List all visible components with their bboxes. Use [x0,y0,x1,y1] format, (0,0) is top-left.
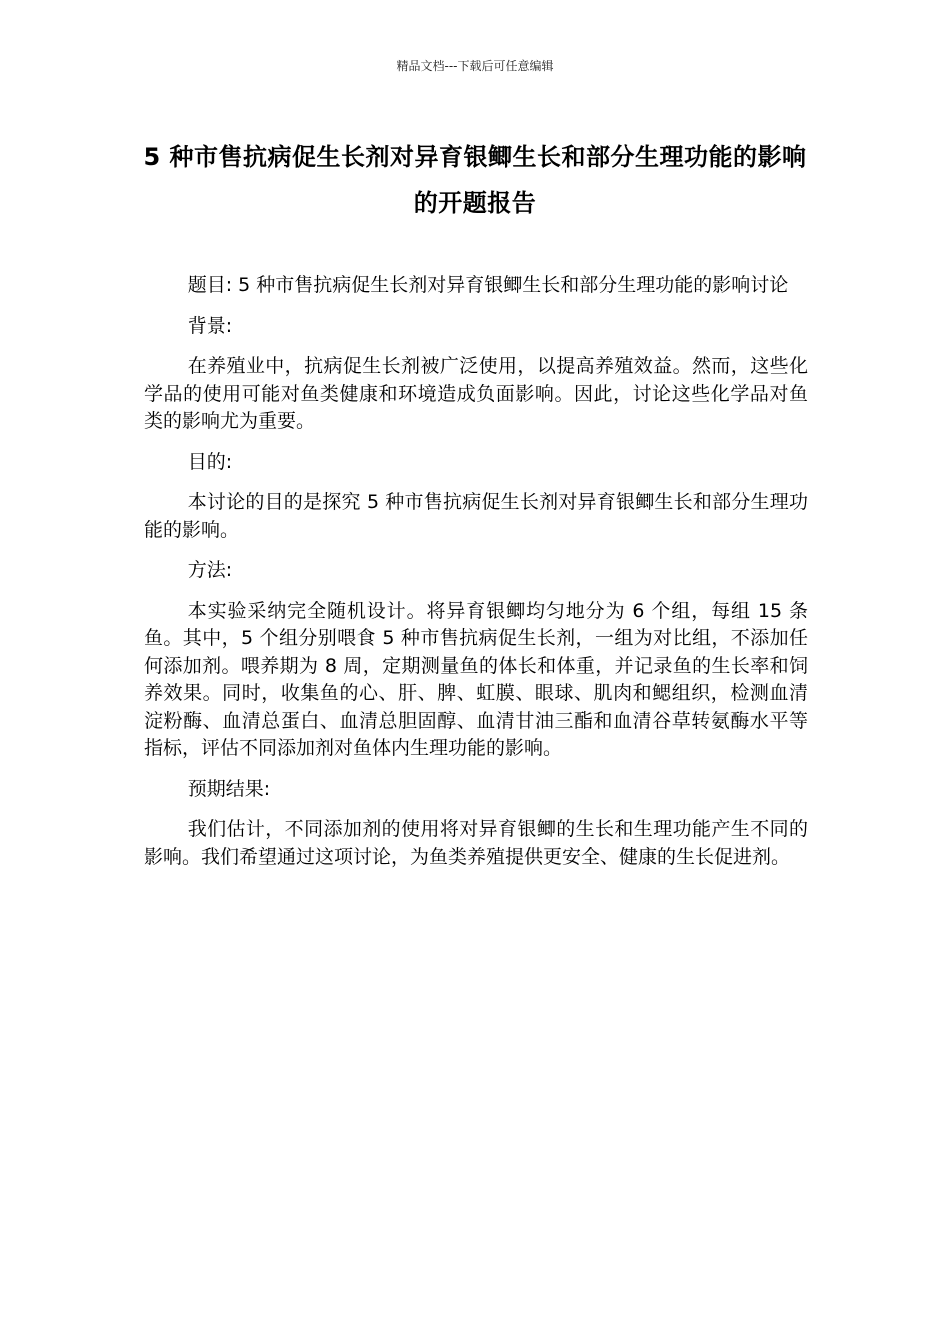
page-header: 精品文档---下载后可任意编辑 [396,59,554,73]
document-body [144,272,808,884]
topic-paragraph: 题目: 5 种市售抗病促生长剂对异育银鲫生长和部分生理功能的影响讨论 [187,274,789,296]
results-heading: 预期结果: [187,777,271,800]
method-paragraph: 本实验采纳完全随机设计。将异育银鲫均匀地分为 6 个组，每组 15 条鱼。其中，5 个组分别喂食 5 种市售抗病促生长剂，一组为对比组，不添加任何添加剂。喂养期为 8 周，定期测量鱼的体长和体重，并记录鱼的生长率和饲养效果。同时，收集鱼的心、肝、脾、虹膜、眼球、肌肉和鳃组织，检测血清淀粉酶、血清总蛋白、血清总胆固醇、血清甘油三酯和血清谷草转氨酶水平等指标，评估不同添加剂对鱼体内生理功能的影响。 [144,599,808,759]
results-paragraph: 我们估计，不同添加剂的使用将对异育银鲫的生长和生理功能产生不同的影响。我们希望通过这项讨论，为鱼类养殖提供更安全、健康的生长促进剂。 [144,818,808,868]
purpose-paragraph: 本讨论的目的是探究 5 种市售抗病促生长剂对异育银鲫生长和部分生理功能的影响。 [144,491,808,541]
background-paragraph: 在养殖业中，抗病促生长剂被广泛使用，以提高养殖效益。然而，这些化学品的使用可能对鱼类健康和环境造成负面影响。因此，讨论这些化学品对鱼类的影响尤为重要。 [144,355,808,432]
background-heading: 背景: [187,314,233,337]
method-heading: 方法: [187,559,233,581]
purpose-heading: 目的: [187,450,233,473]
document-title: 5 种市售抗病促生长剂对异育银鲫生长和部分生理功能的影响的开题报告 [143,143,807,217]
